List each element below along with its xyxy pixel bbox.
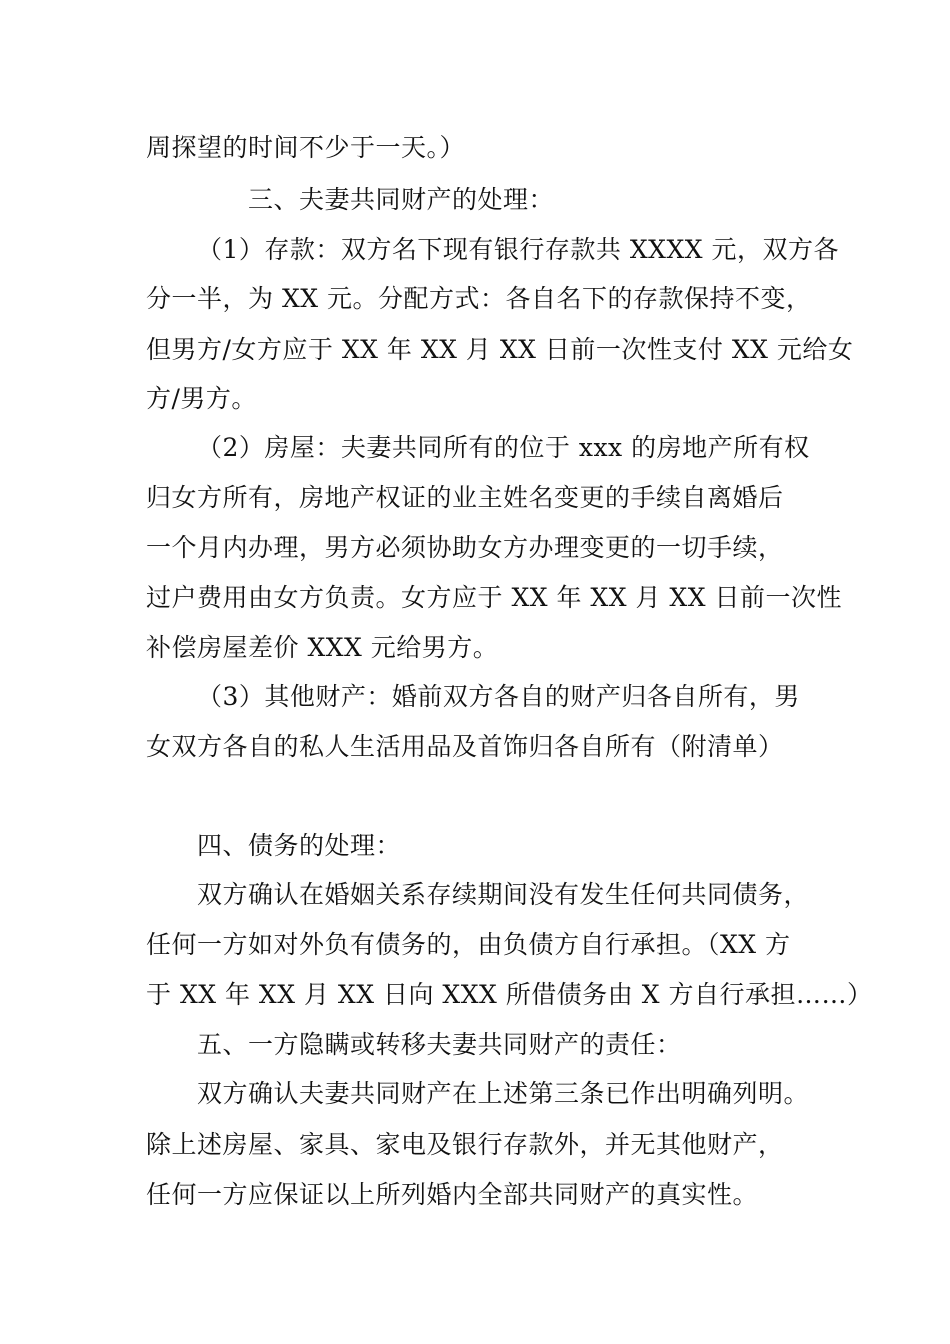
text-line: 归女方所有，房地产权证的业主姓名变更的手续自离婚后: [146, 483, 784, 512]
text-line: 任何一方应保证以上所列婚内全部共同财产的真实性。: [146, 1180, 759, 1209]
text-line: 除上述房屋、家具、家电及银行存款外，并无其他财产，: [146, 1130, 784, 1159]
text-line: 双方确认夫妻共同财产在上述第三条已作出明确列明。: [197, 1079, 810, 1108]
text-line: 女双方各自的私人生活用品及首饰归各自所有（附清单）: [146, 732, 784, 761]
text-line: 周探望的时间不少于一天。）: [146, 133, 466, 162]
text-line: 任何一方如对外负有债务的，由负债方自行承担。（XX 方: [146, 930, 791, 959]
text-line: 于 XX 年 XX 月 XX 日向 XXX 所借债务由 X 方自行承担……）: [146, 980, 873, 1009]
text-line: （2）房屋：夫妻共同所有的位于 xxx 的房地产所有权: [197, 433, 810, 462]
text-line: （3）其他财产：婚前双方各自的财产归各自所有，男: [197, 682, 800, 711]
text-line: 一个月内办理，男方必须协助女方办理变更的一切手续，: [146, 533, 784, 562]
text-line: 补偿房屋差价 XXX 元给男方。: [146, 633, 499, 662]
section-heading-4: 四、债务的处理：: [197, 831, 402, 860]
section-heading-3: 三、夫妻共同财产的处理：: [248, 185, 555, 214]
text-line: 过户费用由女方负责。女方应于 XX 年 XX 月 XX 日前一次性: [146, 583, 842, 612]
text-line: （1）存款：双方名下现有银行存款共 XXXX 元，双方各: [197, 235, 839, 264]
text-line: 双方确认在婚姻关系存续期间没有发生任何共同债务，: [197, 880, 810, 909]
text-line: 方/男方。: [146, 384, 257, 413]
text-line: 但男方/女方应于 XX 年 XX 月 XX 日前一次性支付 XX 元给女: [146, 335, 854, 364]
text-line: 分一半，为 XX 元。分配方式：各自名下的存款保持不变，: [146, 284, 812, 313]
section-heading-5: 五、一方隐瞒或转移夫妻共同财产的责任：: [197, 1030, 682, 1059]
